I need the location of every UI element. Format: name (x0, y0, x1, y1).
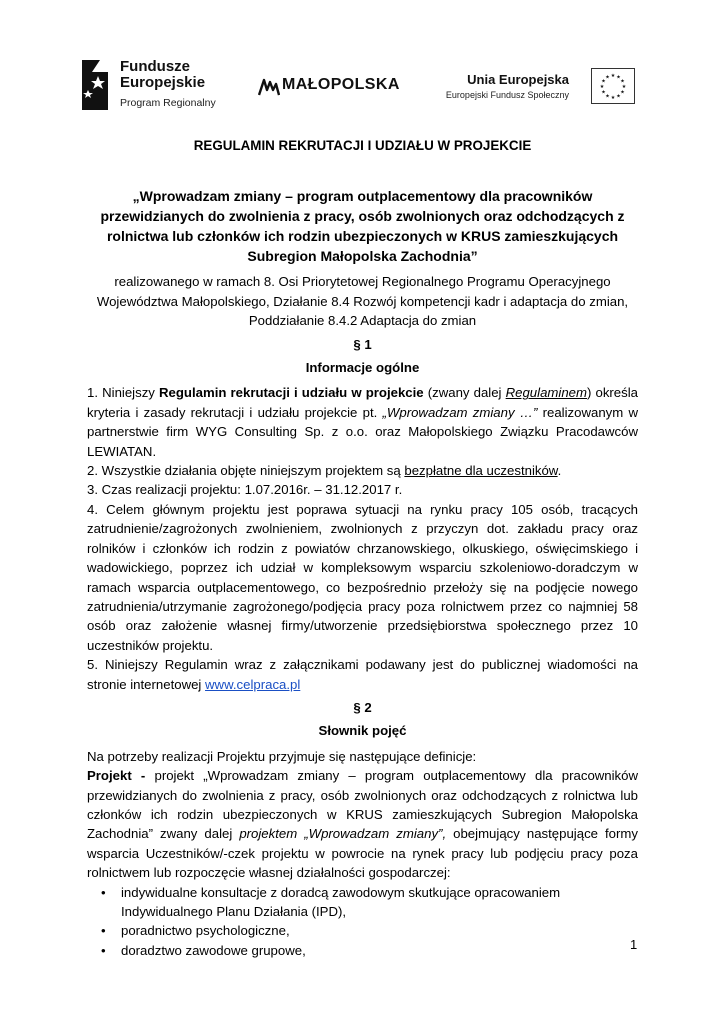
svg-text:★: ★ (601, 89, 606, 96)
section1-number: § 1 (353, 336, 372, 352)
document-body (87, 136, 638, 960)
section2-number: § 2 (353, 699, 372, 715)
svg-text:★: ★ (610, 73, 616, 79)
svg-text:★: ★ (620, 78, 625, 85)
realization-info: realizowanego w ramach 8. Osi Priorytetowej Regionalnego Programu Operacyjnego Województwa Małopolskiego, Działanie 8.4 Rozwój kompetencji kadr i adaptacja do zmian, Poddziałanie 8.4.2 Adaptacja do zmian (96, 274, 629, 329)
ue-line2: Europejski Fundusz Społeczny (445, 90, 569, 100)
definitions-intro: Na potrzeby realizacji Projektu przyjmuje się następujące definicje: (87, 748, 477, 764)
svg-text:★: ★ (599, 84, 605, 90)
support-forms-list (87, 883, 638, 961)
malopolska-mountain-icon (258, 78, 280, 96)
list-item: • doradztwo zawodowe grupowe, (121, 941, 638, 960)
fundusze-europejskie-emblem-icon (78, 56, 114, 112)
list-item: • poradnictwo psychologiczne, (121, 921, 638, 940)
fundusze-europejskie-logo (78, 56, 228, 114)
svg-text:★: ★ (621, 84, 627, 90)
ue-line1: Unia Europejska (467, 72, 569, 87)
svg-text:★: ★ (616, 74, 621, 81)
malopolska-name: MAŁOPOLSKA (282, 76, 400, 93)
svg-text:★: ★ (605, 74, 610, 81)
project-title: „Wprowadzam zmiany – program outplacementowy dla pracowników przewidzianych do zwolnienia z pracy, osób zwolnionych oraz odchodzących z rolnictwa lub członków ich rodzin ubezpieczonych w KRUS zamieszkujących Subregion Małopolska Zachodnia” (100, 188, 625, 265)
svg-text:★: ★ (605, 93, 610, 100)
celpraca-link[interactable]: www.celpraca.pl (205, 676, 301, 692)
definition-projekt: Projekt - projekt „Wprowadzam zmiany – program outplacementowy dla pracowników przewidzianych do zwolnienia z pracy, osób zwolnionych oraz odchodzących z rolnictwa lub członków ich rodzin ubezpieczonych w KRUS zamieszkujących Subregion Małopolska Zachodnia” zwany dalej projektem „Wprowadzam zmiany”, obejmujący następujące formy wsparcia Uczestników/-czek projektu w powrocie na rynek pracy lub podjęciu pracy poza rolnictwem lub rozpoczęcie własnej działalności gospodarczej: (87, 768, 639, 881)
svg-text:★: ★ (616, 93, 621, 100)
fe-line3: Program Regionalny (120, 97, 216, 109)
paragraph-5: 5. Niniejszy Regulamin wraz z załącznikami podawany jest do publicznej wiadomości na stronie internetowej www.celpraca.pl (87, 657, 638, 692)
paragraph-4: 4. Celem głównym projektu jest poprawa sytuacji na rynku pracy 105 osób, tracących zatrudnienie/zagrożonych zwolnieniem, zwolnionych z przyczyn dot. zakładu pracy oraz rolników i członków ich rodzin z powiatów chrzanowskiego, olkuskiego, oświęcimskiego i wadowickiego, poprzez ich udział w kompleksowym wsparciu szkoleniowo-doradczym w ramach wsparcia outplacementowego, co bezpośrednio przełoży się na podjęcie nowego zatrudnienia/utrzymanie zagrożonego/podjęcia pracy poza rolnictwem przez co najmniej 58 osób oraz założenie własnej firmy/utworzenie przedsiębiorstwa społecznego przez 10 uczestników projektu. (87, 501, 638, 653)
svg-text:★: ★ (610, 95, 616, 101)
paragraph-3: 3. Czas realizacji projektu: 1.07.2016r. – 31.12.2017 r. (87, 482, 403, 498)
section2-title: Słownik pojęć (318, 723, 407, 739)
list-item: • indywidualne konsultacje z doradcą zawodowym skutkujące opracowaniem Indywidualnego Planu Działania (IPD), (121, 883, 638, 922)
document-title: REGULAMIN REKRUTACJI I UDZIAŁU W PROJEKCIE (193, 138, 532, 153)
paragraph-2: 2. Wszystkie działania objęte niniejszym projektem są bezpłatne dla uczestników. (87, 463, 562, 479)
svg-text:★: ★ (620, 89, 625, 96)
eu-flag-icon (591, 68, 635, 104)
fe-line1: Fundusze (120, 58, 190, 75)
unia-europejska-logo (440, 68, 635, 108)
fe-line2: Europejskie (120, 74, 206, 91)
page-header (0, 0, 725, 120)
svg-text:★: ★ (601, 78, 606, 85)
page-number: 1 (630, 937, 638, 952)
paragraph-1: 1. Niniejszy Regulamin rekrutacji i udziału w projekcie (zwany dalej Regulaminem) określa kryteria i zasady rekrutacji i udziału projekcie pt. „Wprowadzam zmiany …” realizowanym w partnerstwie firm WYG Consulting Sp. z o.o. oraz Małopolskiego Związku Pracodawców LEWIATAN. (87, 385, 639, 459)
section1-title: Informacje ogólne (305, 360, 420, 376)
